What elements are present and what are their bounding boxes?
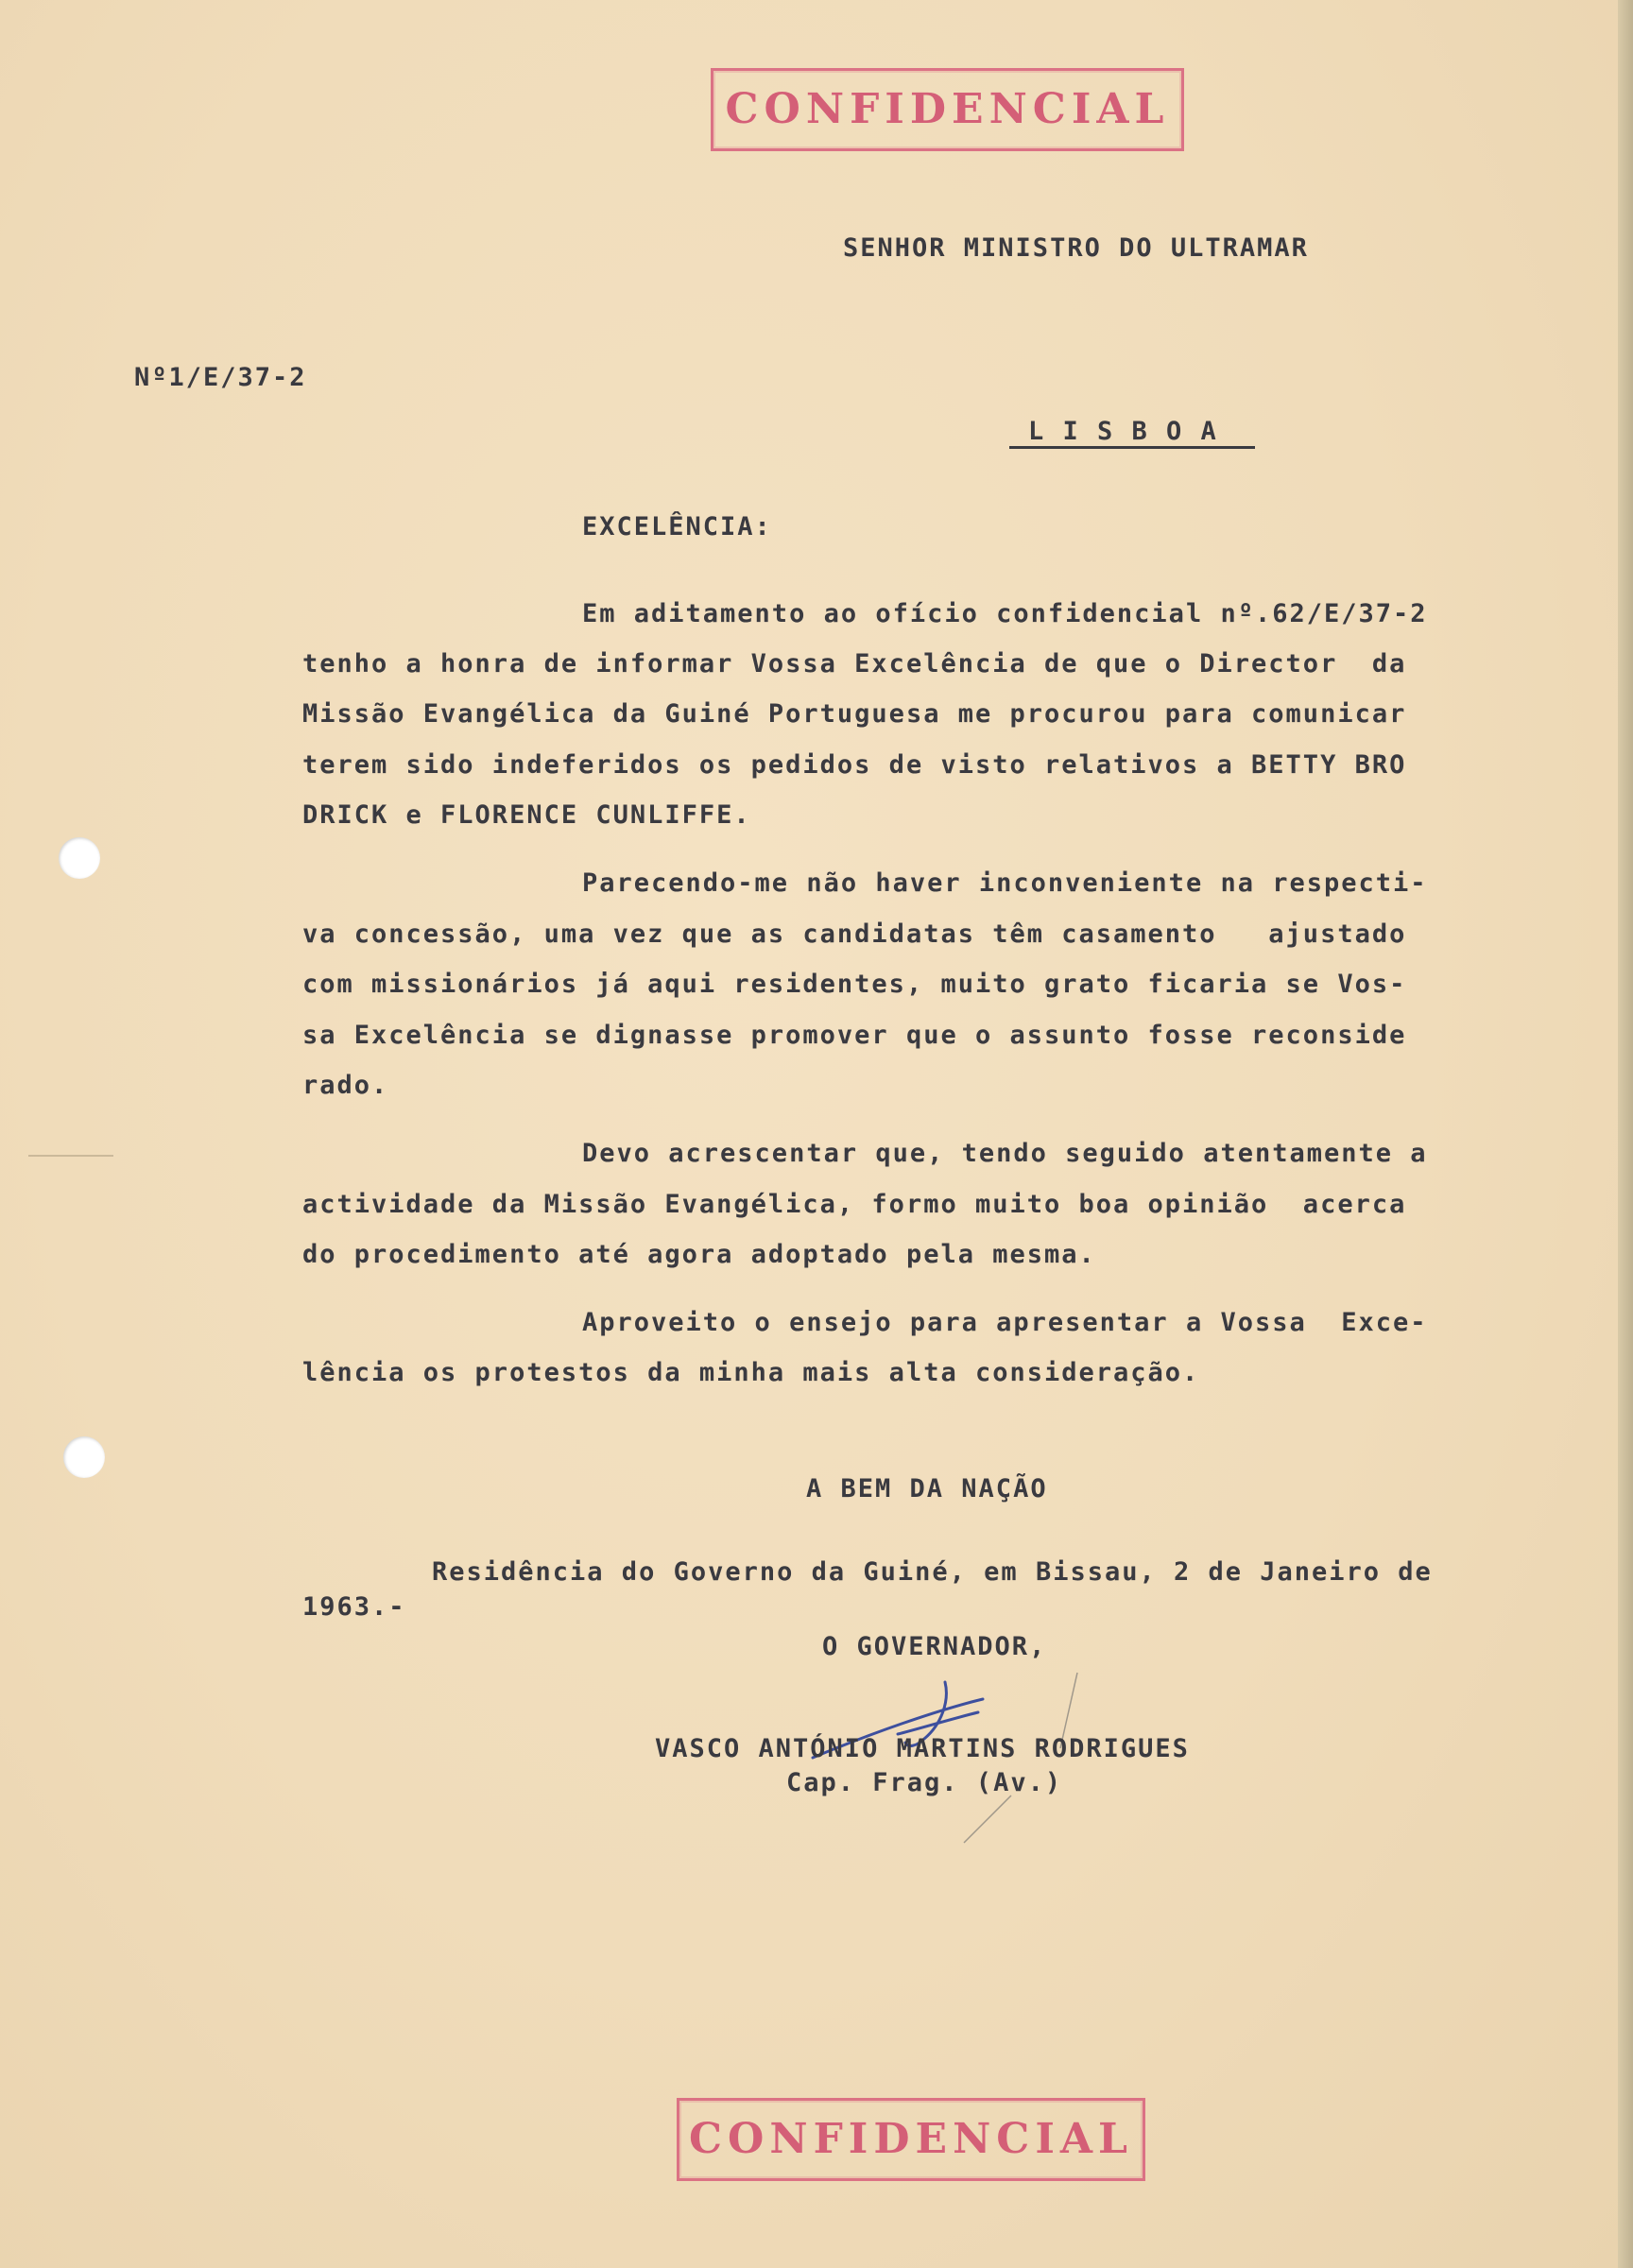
motto: A BEM DA NAÇÃO — [806, 1474, 1048, 1503]
body-line: va concessão, uma vez que as candidatas têm casamento ajustado — [302, 919, 1407, 949]
signatory-name: VASCO ANTÓNIO MARTINS RODRIGUES — [655, 1734, 1190, 1763]
body-line: Em aditamento ao ofício confidencial nº.62/E/37-2 — [582, 599, 1428, 628]
confidential-stamp-top: CONFIDENCIAL — [711, 68, 1184, 151]
body-line: tenho a honra de informar Vossa Excelência de que o Director da — [302, 649, 1407, 679]
body-line: lência os protestos da minha mais alta consideração. — [302, 1358, 1200, 1387]
place-date-line-1: Residência do Governo da Guiné, em Bissau, 2 de Janeiro de — [432, 1557, 1433, 1587]
body-line: rado. — [302, 1071, 389, 1100]
body-line: terem sido indeferidos os pedidos de visto relativos a BETTY BRO — [302, 750, 1407, 780]
signatory-rank: Cap. Frag. (Av.) — [786, 1768, 1063, 1797]
reference-number: Nº1/E/37-2 — [134, 363, 307, 392]
signatory-title: O GOVERNADOR, — [822, 1632, 1047, 1661]
destination-city: L I S B O A — [1028, 417, 1218, 446]
confidential-stamp-bottom: CONFIDENCIAL — [677, 2098, 1145, 2181]
body-line: Parecendo-me não haver inconveniente na respecti- — [582, 868, 1428, 898]
body-line: Devo acrescentar que, tendo seguido atentamente a — [582, 1139, 1428, 1168]
fold-mark — [28, 1155, 113, 1157]
addressee: SENHOR MINISTRO DO ULTRAMAR — [843, 233, 1309, 263]
page-edge — [1618, 0, 1633, 2268]
body-line: actividade da Missão Evangélica, formo muito boa opinião acerca — [302, 1190, 1407, 1219]
city-underline — [1009, 446, 1255, 449]
punch-hole-top — [59, 837, 100, 879]
body-line: Aproveito o ensejo para apresentar a Vossa Exce- — [582, 1308, 1428, 1337]
punch-hole-bottom — [63, 1436, 105, 1478]
place-date-line-2: 1963.- — [302, 1592, 406, 1622]
body-line: com missionários já aqui residentes, muito grato ficaria se Vos- — [302, 970, 1407, 999]
salutation: EXCELÊNCIA: — [582, 512, 772, 541]
body-line: DRICK e FLORENCE CUNLIFFE. — [302, 800, 751, 830]
body-line: Missão Evangélica da Guiné Portuguesa me procurou para comunicar — [302, 699, 1407, 729]
body-line: do procedimento até agora adoptado pela mesma. — [302, 1240, 1096, 1269]
body-line: sa Excelência se dignasse promover que o assunto fosse reconside — [302, 1021, 1407, 1050]
